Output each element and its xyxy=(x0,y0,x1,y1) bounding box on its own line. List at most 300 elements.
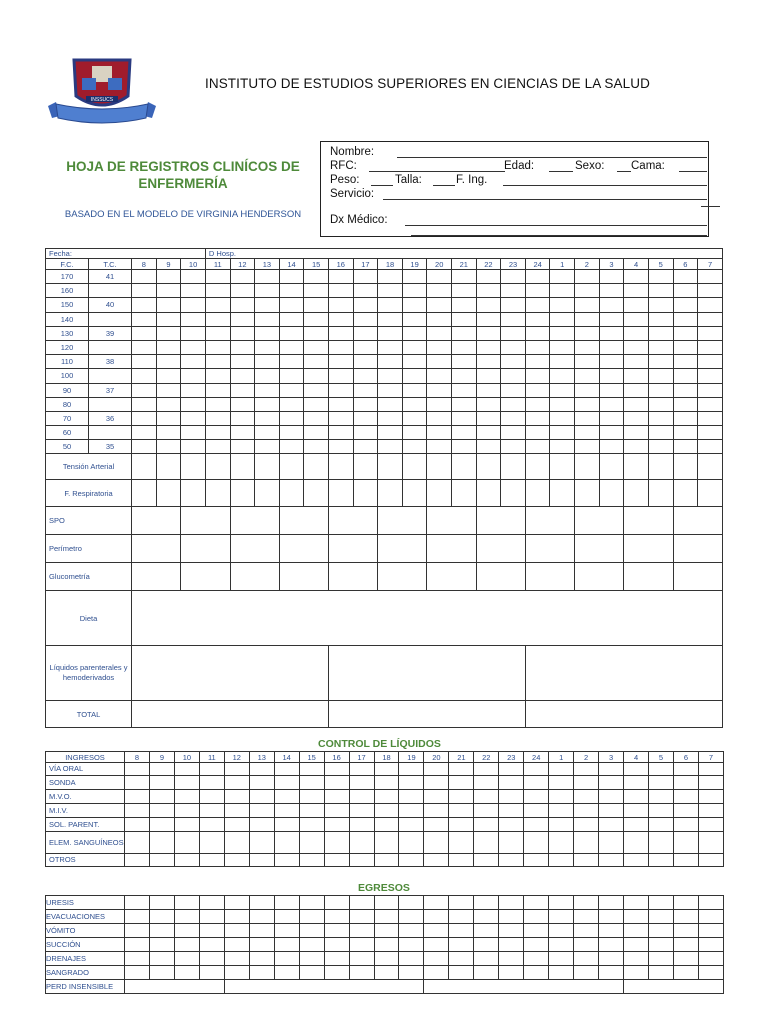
ingreso-cell[interactable] xyxy=(399,854,424,867)
vital-cell[interactable] xyxy=(427,284,452,298)
vital-cell[interactable] xyxy=(476,340,501,354)
vital-cell[interactable] xyxy=(304,411,329,425)
vital-cell[interactable] xyxy=(599,270,624,284)
ingreso-cell[interactable] xyxy=(199,776,224,790)
egreso-cell[interactable] xyxy=(349,896,374,910)
egreso-cell[interactable] xyxy=(349,966,374,980)
vital-cell[interactable] xyxy=(304,326,329,340)
vital-cell[interactable] xyxy=(476,355,501,369)
ingreso-cell[interactable] xyxy=(224,804,249,818)
egreso-cell[interactable] xyxy=(349,938,374,952)
ingreso-cell[interactable] xyxy=(374,790,399,804)
sexo-field[interactable] xyxy=(617,171,631,172)
vital-cell[interactable] xyxy=(427,440,452,454)
vital-cell[interactable] xyxy=(255,312,280,326)
vital-cell[interactable] xyxy=(181,397,206,411)
vital-cell[interactable] xyxy=(230,326,255,340)
ingreso-cell[interactable] xyxy=(624,763,649,776)
vital-cell[interactable] xyxy=(427,383,452,397)
ingreso-cell[interactable] xyxy=(474,854,499,867)
vital-cell[interactable] xyxy=(525,563,574,591)
ingreso-cell[interactable] xyxy=(449,790,474,804)
egreso-cell[interactable] xyxy=(199,952,224,966)
egreso-cell[interactable] xyxy=(499,966,524,980)
vital-cell[interactable] xyxy=(304,440,329,454)
egreso-cell[interactable] xyxy=(125,938,150,952)
vital-cell[interactable] xyxy=(132,298,157,312)
vital-cell[interactable] xyxy=(181,411,206,425)
vital-cell[interactable] xyxy=(304,340,329,354)
ingreso-cell[interactable] xyxy=(399,763,424,776)
vital-cell[interactable] xyxy=(525,270,550,284)
vital-cell[interactable] xyxy=(181,369,206,383)
egreso-shift-cell[interactable] xyxy=(624,980,724,994)
vital-cell[interactable] xyxy=(132,369,157,383)
dx-field[interactable] xyxy=(405,225,707,226)
ingreso-cell[interactable] xyxy=(349,818,374,832)
vital-cell[interactable] xyxy=(525,535,574,563)
vital-cell[interactable] xyxy=(575,383,600,397)
vital-cell[interactable] xyxy=(599,298,624,312)
vital-cell[interactable] xyxy=(550,298,575,312)
vital-cell[interactable] xyxy=(501,326,526,340)
egreso-cell[interactable] xyxy=(199,966,224,980)
ingreso-cell[interactable] xyxy=(374,854,399,867)
vital-cell[interactable] xyxy=(205,440,230,454)
egreso-cell[interactable] xyxy=(574,938,599,952)
vital-cell[interactable] xyxy=(648,383,673,397)
vital-cell[interactable] xyxy=(525,440,550,454)
ingreso-cell[interactable] xyxy=(299,790,324,804)
vital-cell[interactable] xyxy=(550,312,575,326)
vital-cell[interactable] xyxy=(132,426,157,440)
vital-cell[interactable] xyxy=(230,535,279,563)
egreso-cell[interactable] xyxy=(274,896,299,910)
vital-cell[interactable] xyxy=(575,563,624,591)
ingreso-cell[interactable] xyxy=(698,804,723,818)
egreso-cell[interactable] xyxy=(174,938,199,952)
egreso-cell[interactable] xyxy=(424,966,449,980)
ingreso-cell[interactable] xyxy=(499,854,524,867)
egreso-cell[interactable] xyxy=(499,924,524,938)
egreso-cell[interactable] xyxy=(199,924,224,938)
vital-cell[interactable] xyxy=(476,480,501,507)
vital-cell[interactable] xyxy=(279,270,304,284)
ingreso-cell[interactable] xyxy=(249,804,274,818)
vital-cell[interactable] xyxy=(698,340,723,354)
egreso-cell[interactable] xyxy=(698,896,723,910)
ingreso-cell[interactable] xyxy=(599,804,624,818)
vital-cell[interactable] xyxy=(255,355,280,369)
egreso-cell[interactable] xyxy=(649,910,674,924)
vital-cell[interactable] xyxy=(525,340,550,354)
ingreso-cell[interactable] xyxy=(274,790,299,804)
vital-cell[interactable] xyxy=(550,454,575,480)
vital-cell[interactable] xyxy=(402,426,427,440)
vital-cell[interactable] xyxy=(599,397,624,411)
vital-cell[interactable] xyxy=(599,312,624,326)
ingreso-cell[interactable] xyxy=(199,854,224,867)
fing-field[interactable] xyxy=(503,185,707,186)
vital-cell[interactable] xyxy=(205,454,230,480)
egreso-cell[interactable] xyxy=(125,896,150,910)
vital-cell[interactable] xyxy=(648,298,673,312)
vital-cell[interactable] xyxy=(550,284,575,298)
ingreso-cell[interactable] xyxy=(174,832,199,854)
vital-cell[interactable] xyxy=(698,326,723,340)
vital-cell[interactable] xyxy=(624,383,649,397)
vital-cell[interactable] xyxy=(304,383,329,397)
vital-cell[interactable] xyxy=(648,426,673,440)
ingreso-cell[interactable] xyxy=(349,763,374,776)
egreso-cell[interactable] xyxy=(524,910,549,924)
vital-cell[interactable] xyxy=(230,340,255,354)
peso-field[interactable] xyxy=(371,185,393,186)
vital-cell[interactable] xyxy=(550,383,575,397)
egreso-cell[interactable] xyxy=(424,938,449,952)
vital-cell[interactable] xyxy=(476,369,501,383)
vital-cell[interactable] xyxy=(181,507,230,535)
ingreso-cell[interactable] xyxy=(149,818,174,832)
vital-cell[interactable] xyxy=(501,411,526,425)
ingreso-cell[interactable] xyxy=(374,818,399,832)
ingreso-cell[interactable] xyxy=(374,832,399,854)
egreso-cell[interactable] xyxy=(499,938,524,952)
vital-cell[interactable] xyxy=(353,298,378,312)
vital-cell[interactable] xyxy=(698,426,723,440)
egreso-cell[interactable] xyxy=(524,896,549,910)
vital-cell[interactable] xyxy=(230,284,255,298)
vital-cell[interactable] xyxy=(156,340,181,354)
vital-cell[interactable] xyxy=(673,284,698,298)
vital-cell[interactable] xyxy=(156,355,181,369)
vital-cell[interactable] xyxy=(624,480,649,507)
nombre-field[interactable] xyxy=(397,157,707,158)
egreso-cell[interactable] xyxy=(399,966,424,980)
ingreso-cell[interactable] xyxy=(149,763,174,776)
ingreso-cell[interactable] xyxy=(199,832,224,854)
vital-cell[interactable] xyxy=(328,298,353,312)
vital-cell[interactable] xyxy=(181,312,206,326)
vital-cell[interactable] xyxy=(156,312,181,326)
ingreso-cell[interactable] xyxy=(524,832,549,854)
vital-cell[interactable] xyxy=(525,298,550,312)
vital-cell[interactable] xyxy=(476,535,525,563)
ingreso-cell[interactable] xyxy=(549,776,574,790)
vital-cell[interactable] xyxy=(452,411,477,425)
egreso-cell[interactable] xyxy=(673,924,698,938)
vital-cell[interactable] xyxy=(624,563,673,591)
vital-cell[interactable] xyxy=(550,411,575,425)
vital-cell[interactable] xyxy=(156,326,181,340)
egreso-cell[interactable] xyxy=(424,952,449,966)
vital-cell[interactable] xyxy=(255,284,280,298)
vital-cell[interactable] xyxy=(575,270,600,284)
liquidos-shift-cell[interactable] xyxy=(132,646,329,701)
vital-cell[interactable] xyxy=(378,480,403,507)
egreso-cell[interactable] xyxy=(374,938,399,952)
vital-cell[interactable] xyxy=(328,454,353,480)
vital-cell[interactable] xyxy=(328,440,353,454)
egreso-cell[interactable] xyxy=(449,938,474,952)
vital-cell[interactable] xyxy=(673,340,698,354)
egreso-cell[interactable] xyxy=(199,910,224,924)
egreso-shift-cell[interactable] xyxy=(125,980,225,994)
vital-cell[interactable] xyxy=(452,383,477,397)
ingreso-cell[interactable] xyxy=(499,790,524,804)
vital-cell[interactable] xyxy=(156,480,181,507)
ingreso-cell[interactable] xyxy=(599,763,624,776)
vital-cell[interactable] xyxy=(132,440,157,454)
vital-cell[interactable] xyxy=(353,355,378,369)
ingreso-cell[interactable] xyxy=(174,790,199,804)
egreso-cell[interactable] xyxy=(399,910,424,924)
ingreso-cell[interactable] xyxy=(624,804,649,818)
vital-cell[interactable] xyxy=(452,312,477,326)
vital-cell[interactable] xyxy=(181,326,206,340)
ingreso-cell[interactable] xyxy=(324,854,349,867)
vital-cell[interactable] xyxy=(132,454,157,480)
vital-cell[interactable] xyxy=(279,535,328,563)
vital-cell[interactable] xyxy=(476,426,501,440)
vital-cell[interactable] xyxy=(698,480,723,507)
ingreso-cell[interactable] xyxy=(224,832,249,854)
egreso-cell[interactable] xyxy=(673,896,698,910)
vital-cell[interactable] xyxy=(304,312,329,326)
vital-cell[interactable] xyxy=(181,454,206,480)
vital-cell[interactable] xyxy=(698,383,723,397)
egreso-cell[interactable] xyxy=(224,924,249,938)
ingreso-cell[interactable] xyxy=(673,832,698,854)
vital-cell[interactable] xyxy=(378,355,403,369)
vital-cell[interactable] xyxy=(279,355,304,369)
ingreso-cell[interactable] xyxy=(224,854,249,867)
egreso-cell[interactable] xyxy=(224,966,249,980)
egreso-cell[interactable] xyxy=(374,896,399,910)
egreso-cell[interactable] xyxy=(374,952,399,966)
vital-cell[interactable] xyxy=(328,355,353,369)
egreso-cell[interactable] xyxy=(224,952,249,966)
vital-cell[interactable] xyxy=(255,454,280,480)
ingreso-cell[interactable] xyxy=(599,790,624,804)
ingreso-cell[interactable] xyxy=(324,832,349,854)
ingreso-cell[interactable] xyxy=(524,804,549,818)
vital-cell[interactable] xyxy=(378,369,403,383)
vital-cell[interactable] xyxy=(328,480,353,507)
vital-cell[interactable] xyxy=(575,369,600,383)
vital-cell[interactable] xyxy=(501,355,526,369)
ingreso-cell[interactable] xyxy=(549,854,574,867)
egreso-cell[interactable] xyxy=(324,966,349,980)
ingreso-cell[interactable] xyxy=(424,763,449,776)
vital-cell[interactable] xyxy=(378,284,403,298)
vital-cell[interactable] xyxy=(550,340,575,354)
vital-cell[interactable] xyxy=(328,426,353,440)
vital-cell[interactable] xyxy=(599,383,624,397)
ingreso-cell[interactable] xyxy=(649,776,674,790)
egreso-cell[interactable] xyxy=(673,966,698,980)
ingreso-cell[interactable] xyxy=(549,790,574,804)
vital-cell[interactable] xyxy=(599,369,624,383)
vital-cell[interactable] xyxy=(304,284,329,298)
vital-cell[interactable] xyxy=(525,507,574,535)
ingreso-cell[interactable] xyxy=(399,790,424,804)
ingreso-cell[interactable] xyxy=(624,776,649,790)
vital-cell[interactable] xyxy=(624,454,649,480)
ingreso-cell[interactable] xyxy=(149,776,174,790)
vital-cell[interactable] xyxy=(255,440,280,454)
vital-cell[interactable] xyxy=(673,563,723,591)
vital-cell[interactable] xyxy=(304,270,329,284)
egreso-cell[interactable] xyxy=(399,952,424,966)
vital-cell[interactable] xyxy=(328,535,377,563)
ingreso-cell[interactable] xyxy=(549,832,574,854)
egreso-cell[interactable] xyxy=(698,910,723,924)
ingreso-cell[interactable] xyxy=(499,763,524,776)
vital-cell[interactable] xyxy=(279,454,304,480)
vital-cell[interactable] xyxy=(476,284,501,298)
vital-cell[interactable] xyxy=(427,298,452,312)
vital-cell[interactable] xyxy=(575,355,600,369)
vital-cell[interactable] xyxy=(698,369,723,383)
vital-cell[interactable] xyxy=(132,411,157,425)
ingreso-cell[interactable] xyxy=(274,832,299,854)
vital-cell[interactable] xyxy=(673,440,698,454)
vital-cell[interactable] xyxy=(624,326,649,340)
egreso-cell[interactable] xyxy=(424,896,449,910)
ingreso-cell[interactable] xyxy=(698,832,723,854)
ingreso-cell[interactable] xyxy=(524,818,549,832)
vital-cell[interactable] xyxy=(181,563,230,591)
ingreso-cell[interactable] xyxy=(574,832,599,854)
vital-cell[interactable] xyxy=(132,535,181,563)
ingreso-cell[interactable] xyxy=(324,818,349,832)
egreso-cell[interactable] xyxy=(274,966,299,980)
egreso-cell[interactable] xyxy=(199,896,224,910)
egreso-cell[interactable] xyxy=(224,910,249,924)
ingreso-cell[interactable] xyxy=(249,818,274,832)
vital-cell[interactable] xyxy=(156,411,181,425)
vital-cell[interactable] xyxy=(427,397,452,411)
vital-cell[interactable] xyxy=(452,397,477,411)
vital-cell[interactable] xyxy=(279,326,304,340)
vital-cell[interactable] xyxy=(132,270,157,284)
vital-cell[interactable] xyxy=(181,480,206,507)
ingreso-cell[interactable] xyxy=(474,790,499,804)
vital-cell[interactable] xyxy=(624,270,649,284)
vital-cell[interactable] xyxy=(304,397,329,411)
vital-cell[interactable] xyxy=(353,397,378,411)
vital-cell[interactable] xyxy=(550,355,575,369)
egreso-cell[interactable] xyxy=(349,910,374,924)
ingreso-cell[interactable] xyxy=(374,776,399,790)
vital-cell[interactable] xyxy=(230,411,255,425)
egreso-cell[interactable] xyxy=(624,910,649,924)
egreso-cell[interactable] xyxy=(698,938,723,952)
vital-cell[interactable] xyxy=(132,326,157,340)
ingreso-cell[interactable] xyxy=(499,832,524,854)
vital-cell[interactable] xyxy=(230,298,255,312)
vital-cell[interactable] xyxy=(328,270,353,284)
ingreso-cell[interactable] xyxy=(449,776,474,790)
vital-cell[interactable] xyxy=(353,383,378,397)
vital-cell[interactable] xyxy=(132,507,181,535)
ingreso-cell[interactable] xyxy=(125,790,150,804)
ingreso-cell[interactable] xyxy=(174,854,199,867)
vital-cell[interactable] xyxy=(427,535,476,563)
egreso-cell[interactable] xyxy=(649,938,674,952)
ingreso-cell[interactable] xyxy=(549,763,574,776)
vital-cell[interactable] xyxy=(328,369,353,383)
vital-cell[interactable] xyxy=(427,340,452,354)
vital-cell[interactable] xyxy=(501,312,526,326)
vital-cell[interactable] xyxy=(279,284,304,298)
egreso-cell[interactable] xyxy=(324,938,349,952)
ingreso-cell[interactable] xyxy=(624,818,649,832)
vital-cell[interactable] xyxy=(279,312,304,326)
ingreso-cell[interactable] xyxy=(673,776,698,790)
vital-cell[interactable] xyxy=(230,507,279,535)
ingreso-cell[interactable] xyxy=(299,854,324,867)
egreso-cell[interactable] xyxy=(399,938,424,952)
ingreso-cell[interactable] xyxy=(599,818,624,832)
vital-cell[interactable] xyxy=(230,426,255,440)
ingreso-cell[interactable] xyxy=(224,763,249,776)
egreso-cell[interactable] xyxy=(149,952,174,966)
vital-cell[interactable] xyxy=(501,284,526,298)
ingreso-cell[interactable] xyxy=(199,763,224,776)
vital-cell[interactable] xyxy=(328,411,353,425)
ingreso-cell[interactable] xyxy=(524,790,549,804)
ingreso-cell[interactable] xyxy=(224,790,249,804)
vital-cell[interactable] xyxy=(525,326,550,340)
vital-cell[interactable] xyxy=(575,480,600,507)
ingreso-cell[interactable] xyxy=(599,832,624,854)
egreso-cell[interactable] xyxy=(324,910,349,924)
ingreso-cell[interactable] xyxy=(524,854,549,867)
vital-cell[interactable] xyxy=(304,355,329,369)
vital-cell[interactable] xyxy=(575,411,600,425)
egreso-cell[interactable] xyxy=(374,924,399,938)
egreso-cell[interactable] xyxy=(374,910,399,924)
vital-cell[interactable] xyxy=(427,312,452,326)
egreso-cell[interactable] xyxy=(149,966,174,980)
vital-cell[interactable] xyxy=(156,284,181,298)
vital-cell[interactable] xyxy=(427,270,452,284)
vital-cell[interactable] xyxy=(575,440,600,454)
vital-cell[interactable] xyxy=(230,369,255,383)
ingreso-cell[interactable] xyxy=(449,832,474,854)
vital-cell[interactable] xyxy=(156,369,181,383)
ingreso-cell[interactable] xyxy=(149,804,174,818)
egreso-cell[interactable] xyxy=(324,924,349,938)
ingreso-cell[interactable] xyxy=(424,854,449,867)
ingreso-cell[interactable] xyxy=(299,776,324,790)
ingreso-cell[interactable] xyxy=(349,790,374,804)
vital-cell[interactable] xyxy=(205,397,230,411)
vital-cell[interactable] xyxy=(525,397,550,411)
ingreso-cell[interactable] xyxy=(424,818,449,832)
vital-cell[interactable] xyxy=(452,426,477,440)
cama-field[interactable] xyxy=(679,171,707,172)
vital-cell[interactable] xyxy=(698,440,723,454)
ingreso-cell[interactable] xyxy=(698,790,723,804)
vital-cell[interactable] xyxy=(673,426,698,440)
vital-cell[interactable] xyxy=(673,383,698,397)
egreso-cell[interactable] xyxy=(174,952,199,966)
vital-cell[interactable] xyxy=(378,397,403,411)
vital-cell[interactable] xyxy=(550,397,575,411)
